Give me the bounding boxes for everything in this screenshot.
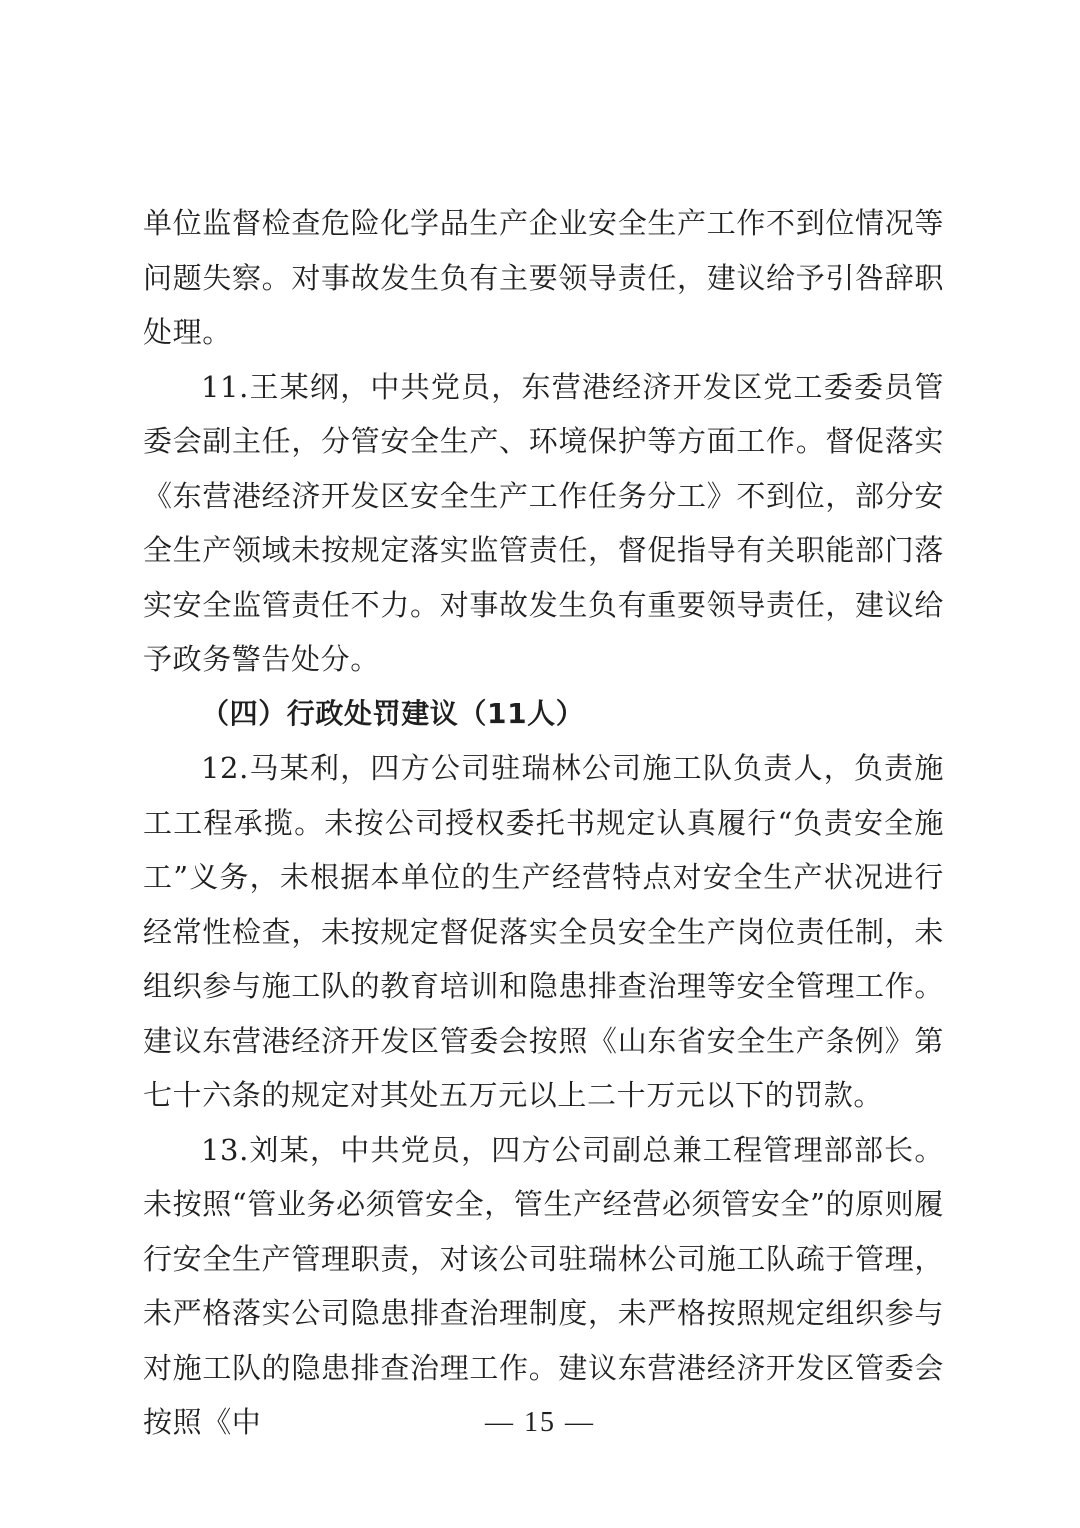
paragraph-item-12: 12.马某利，四方公司驻瑞林公司施工队负责人，负责施工工程承揽。未按公司授权委托书规定认真履行“负责安全施工”义务，未根据本单位的生产经营特点对安全生产状况进行经常性检查，未按规定督促落实全员安全生产岗位责任制，未组织参与施工队的教育培训和隐患排查治理等安全管理工作。建议东营港经济开发区管委会按照《山东省安全生产条例》第七十六条的规定对其处五万元以上二十万元以下的罚款。 <box>143 751 944 1112</box>
paragraph-item-13: 13.刘某，中共党员，四方公司副总兼工程管理部部长。未按照“管业务必须管安全，管生产经营必须管安全”的原则履行安全生产管理职责，对该公司驻瑞林公司施工队疏于管理，未严格落实公司隐患排查治理制度，未严格按照规定组织参与对施工队的隐患排查治理工作。建议东营港经济开发区管委会按照《中 <box>143 1132 944 1439</box>
section-heading: （四）行政处罚建议（11人） <box>201 696 585 730</box>
paragraph-item-11: 11.王某纲，中共党员，东营港经济开发区党工委委员管委会副主任，分管安全生产、环境保护等方面工作。督促落实《东营港经济开发区安全生产工作任务分工》不到位，部分安全生产领域未按规定落实监管责任，督促指导有关职能部门落实安全监管责任不力。对事故发生负有重要领导责任，建议给予政务警告处分。 <box>143 369 944 676</box>
paragraph-continuation: 单位监督检查危险化学品生产企业安全生产工作不到位情况等问题失察。对事故发生负有主要领导责任，建议给予引咎辞职处理。 <box>143 206 944 349</box>
page-number: — 15 — <box>485 1407 595 1438</box>
document-body <box>143 196 944 1450</box>
